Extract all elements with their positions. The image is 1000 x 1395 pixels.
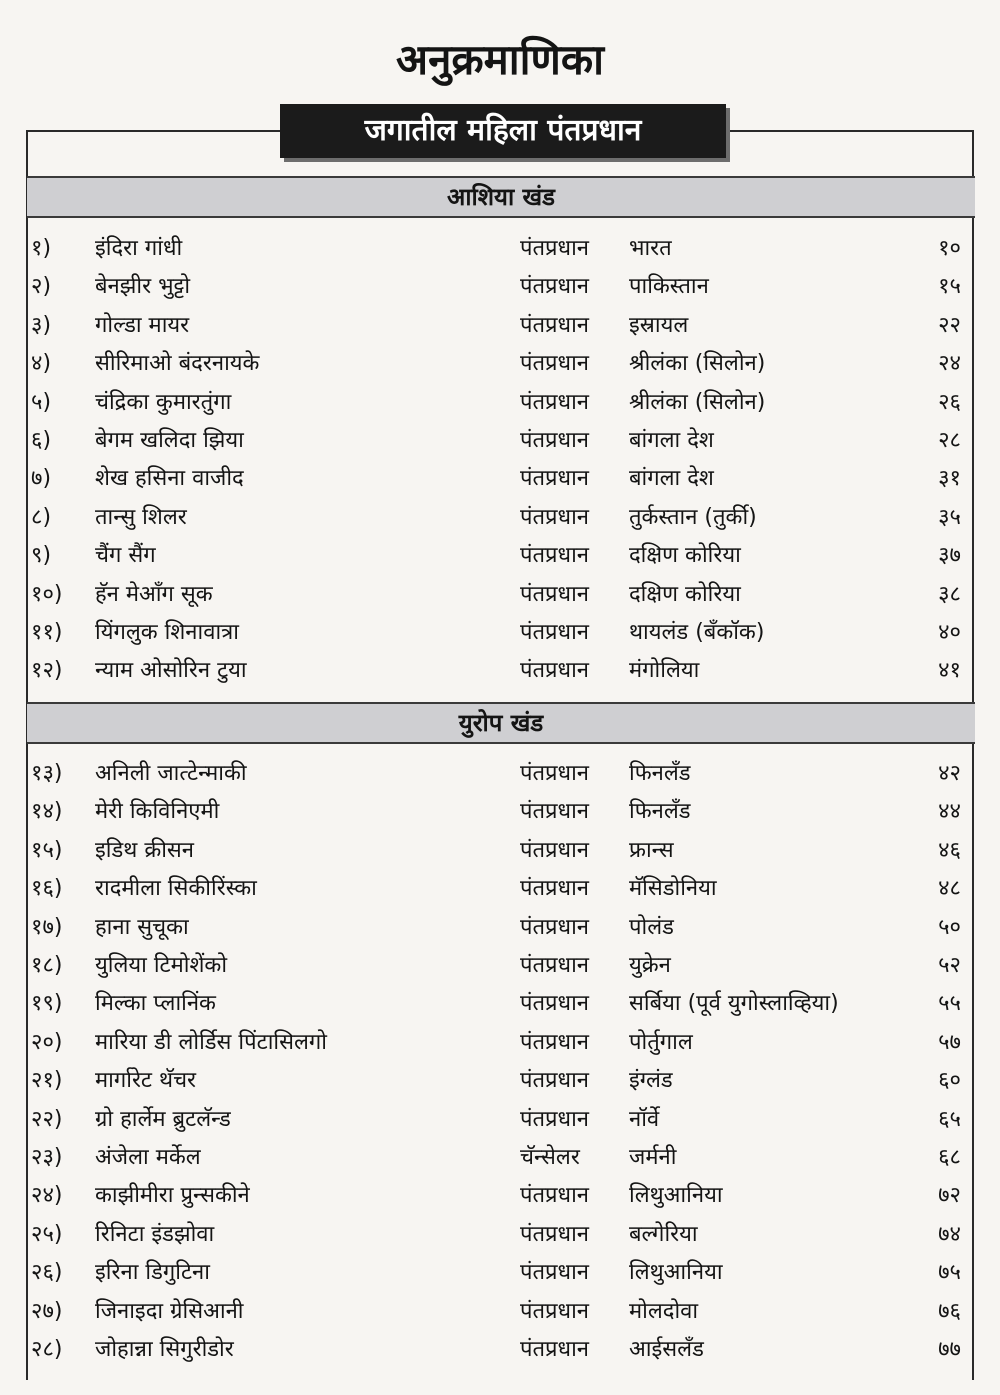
entry-role: पंतप्रधान: [520, 620, 589, 645]
entry-page: ४२: [938, 761, 961, 786]
section-heading-asia: आशिया खंड: [27, 176, 975, 218]
entry-role: पंतप्रधान: [520, 1260, 589, 1286]
entry-number: १९): [31, 991, 63, 1017]
entry-name: बेगम खलिदा झिया: [95, 428, 244, 453]
list-item: [27, 1331, 967, 1369]
entry-number: १५): [31, 837, 63, 863]
section-heading-europe: युरोप खंड: [27, 702, 975, 744]
list-item: [27, 793, 967, 831]
entry-name: मार्गारेट थॅचर: [95, 1068, 197, 1094]
entry-country: सर्बिया (पूर्व युगोस्लाव्हिया): [629, 991, 839, 1017]
entry-country: नॉर्वे: [629, 1106, 660, 1132]
entry-name: मारिया डी लोर्डिस पिंटासिलगो: [95, 1029, 327, 1055]
list-item: [27, 230, 967, 268]
list-item: [27, 460, 967, 498]
list-item: [27, 1177, 967, 1215]
entry-role: पंतप्रधान: [520, 953, 589, 978]
list-item: [27, 652, 967, 690]
entry-country: बांगला देश: [629, 428, 714, 453]
entry-role: पंतप्रधान: [520, 799, 589, 825]
entry-country: थायलंड (बँकॉक): [629, 620, 765, 645]
entry-country: फिनलँड: [629, 761, 691, 786]
entry-country: मंगोलिया: [629, 658, 700, 684]
entry-page: ७५: [938, 1260, 961, 1286]
entry-name: चैंग सैंग: [95, 543, 156, 569]
list-item: [27, 268, 967, 306]
list-item: [27, 422, 967, 460]
entry-name: इरिना डिगुटिना: [95, 1260, 210, 1286]
entry-name: काझीमीरा प्रुन्सकीने: [95, 1183, 250, 1209]
entry-number: १३): [31, 761, 63, 786]
entry-page: ५०: [938, 914, 961, 940]
entry-role: पंतप्रधान: [520, 351, 589, 377]
entry-name: गोल्डा मायर: [95, 312, 190, 338]
entry-number: ३): [31, 312, 52, 338]
entry-role: पंतप्रधान: [520, 504, 589, 530]
entry-name: हाना सुचूका: [95, 914, 189, 940]
list-item: [27, 576, 967, 614]
entry-country: पोलंड: [629, 914, 674, 940]
entry-country: बल्गेरिया: [629, 1221, 698, 1247]
entry-role: पंतप्रधान: [520, 274, 589, 300]
entry-role: पंतप्रधान: [520, 1298, 589, 1324]
entry-number: ११): [31, 620, 63, 645]
entry-number: १८): [31, 953, 63, 978]
entry-number: २६): [31, 1260, 63, 1286]
entry-country: मोलदोवा: [629, 1298, 699, 1324]
list-item: [27, 499, 967, 537]
entry-page: ३५: [938, 504, 961, 530]
entry-page: ४६: [938, 837, 961, 863]
entry-role: पंतप्रधान: [520, 543, 589, 569]
entry-country: पाकिस्तान: [629, 274, 709, 300]
entry-country: श्रीलंका (सिलोन): [629, 389, 766, 415]
entry-name: ग्रो हार्लेम ब्रुटलॅन्ड: [95, 1106, 231, 1132]
entry-role: पंतप्रधान: [520, 389, 589, 415]
entry-role: पंतप्रधान: [520, 761, 589, 786]
entry-name: मिल्का प्लानिंक: [95, 991, 216, 1017]
entry-role: पंतप्रधान: [520, 466, 589, 492]
entry-name: हॅन मेआँग सूक: [95, 581, 213, 607]
entry-role: पंतप्रधान: [520, 1029, 589, 1055]
entry-page: ५२: [938, 953, 961, 978]
entry-page: ४०: [938, 620, 961, 645]
entry-role: पंतप्रधान: [520, 1221, 589, 1247]
entry-country: लिथुआनिया: [629, 1260, 723, 1286]
list-item: [27, 1024, 967, 1062]
entry-page: १५: [938, 274, 961, 300]
list-item: [27, 985, 967, 1023]
list-item: [27, 537, 967, 575]
entry-role: पंतप्रधान: [520, 991, 589, 1017]
entry-role: पंतप्रधान: [520, 658, 589, 684]
entry-name: इडिथ क्रीसन: [95, 837, 194, 863]
entry-number: २५): [31, 1221, 63, 1247]
entry-number: २१): [31, 1068, 63, 1094]
list-item: [27, 832, 967, 870]
list-item: [27, 1254, 967, 1292]
entry-name: मेरी किविनिएमी: [95, 799, 220, 825]
list-item: [27, 1293, 967, 1331]
entry-country: युक्रेन: [629, 953, 671, 978]
entry-country: तुर्कस्तान (तुर्की): [629, 504, 757, 530]
list-item: [27, 384, 967, 422]
entry-name: शेख हसिना वाजीद: [95, 466, 244, 492]
entry-number: १६): [31, 876, 63, 902]
entry-country: मॅसिडोनिया: [629, 876, 717, 902]
entry-country: भारत: [629, 236, 672, 261]
list-item: [27, 1139, 967, 1177]
entry-page: ७७: [938, 1337, 961, 1362]
entry-role: पंतप्रधान: [520, 236, 589, 261]
list-item: [27, 345, 967, 383]
entry-number: १०): [31, 581, 63, 607]
entry-name: जिनाइदा ग्रेसिआनी: [95, 1298, 244, 1324]
entry-name: न्याम ओसोरिन टुया: [95, 658, 247, 684]
list-item: [27, 755, 967, 793]
entry-country: इस्रायल: [629, 312, 689, 338]
entry-name: इंदिरा गांधी: [95, 236, 183, 261]
entry-name: रिनिटा इंडझोवा: [95, 1221, 215, 1247]
entry-page: ५५: [938, 991, 961, 1017]
entry-country: आईसलँड: [629, 1337, 704, 1362]
entry-page: ३८: [938, 581, 961, 607]
entry-number: २०): [31, 1029, 63, 1055]
page-title: अनुक्रमाणिका: [395, 35, 605, 84]
entry-page: ७४: [938, 1221, 961, 1247]
list-item: [27, 614, 967, 652]
entry-role: पंतप्रधान: [520, 837, 589, 863]
entry-page: ६५: [938, 1106, 961, 1132]
entry-page: ४४: [938, 799, 961, 825]
entry-name: बेनझीर भुट्टो: [95, 274, 191, 300]
entry-number: २२): [31, 1106, 63, 1132]
entry-country: दक्षिण कोरिया: [629, 543, 741, 569]
entry-page: ४८: [938, 876, 961, 902]
entry-number: १७): [31, 914, 63, 940]
entry-country: पोर्तुगाल: [629, 1029, 693, 1055]
entry-page: ३१: [938, 466, 961, 492]
entry-name: रादमीला सिकीरिंस्का: [95, 876, 257, 902]
entry-role: पंतप्रधान: [520, 1183, 589, 1209]
entry-number: ४): [31, 351, 52, 377]
entry-name: सीरिमाओ बंदरनायके: [95, 351, 260, 377]
entry-country: बांगला देश: [629, 466, 714, 492]
entry-number: ८): [31, 504, 52, 530]
entry-page: ७२: [938, 1183, 961, 1209]
entry-page: ६८: [938, 1145, 961, 1170]
entry-name: अंजेला मर्केल: [95, 1145, 201, 1170]
entry-page: २८: [938, 428, 961, 453]
list-item: [27, 307, 967, 345]
entry-name: युलिया टिमोशेंको: [95, 953, 228, 978]
entry-number: १२): [31, 658, 63, 684]
entry-number: २३): [31, 1145, 63, 1170]
entry-page: ७६: [938, 1298, 961, 1324]
entry-role: पंतप्रधान: [520, 581, 589, 607]
entry-country: फ्रान्स: [629, 837, 674, 863]
entry-role: पंतप्रधान: [520, 914, 589, 940]
entry-role: पंतप्रधान: [520, 1106, 589, 1132]
entry-role: पंतप्रधान: [520, 428, 589, 453]
list-item: [27, 1101, 967, 1139]
subtitle-banner: जगातील महिला पंतप्रधान: [280, 104, 726, 158]
entry-country: जर्मनी: [629, 1145, 677, 1170]
entry-country: इंग्लंड: [629, 1068, 673, 1094]
entry-role: चॅन्सेलर: [520, 1145, 580, 1170]
entry-number: ९): [31, 543, 52, 569]
entry-country: फिनलँड: [629, 799, 691, 825]
entry-number: १): [31, 236, 52, 261]
entry-number: २७): [31, 1298, 63, 1324]
entry-page: ४१: [938, 658, 961, 684]
entry-page: १०: [938, 236, 961, 261]
list-item: [27, 909, 967, 947]
entry-number: ५): [31, 389, 52, 415]
entry-country: लिथुआनिया: [629, 1183, 723, 1209]
entry-role: पंतप्रधान: [520, 1337, 589, 1362]
entry-name: अनिली जात्टेन्माकी: [95, 761, 247, 786]
list-item: [27, 870, 967, 908]
list-item: [27, 947, 967, 985]
entry-name: जोहान्ना सिगुरीडोर: [95, 1337, 234, 1362]
entry-page: ३७: [938, 543, 961, 569]
entry-number: १४): [31, 799, 63, 825]
entry-page: २६: [938, 389, 961, 415]
list-item: [27, 1062, 967, 1100]
entry-page: ६०: [938, 1068, 961, 1094]
entry-page: ५७: [938, 1029, 961, 1055]
entry-country: दक्षिण कोरिया: [629, 581, 741, 607]
entry-number: २): [31, 274, 52, 300]
entry-number: ६): [31, 428, 52, 453]
entry-page: २४: [938, 351, 961, 377]
list-item: [27, 1216, 967, 1254]
entry-role: पंतप्रधान: [520, 1068, 589, 1094]
entry-number: ७): [31, 466, 52, 492]
entry-role: पंतप्रधान: [520, 876, 589, 902]
entry-number: २८): [31, 1337, 63, 1362]
entry-name: तान्सु शिलर: [95, 504, 187, 530]
entry-role: पंतप्रधान: [520, 312, 589, 338]
entry-country: श्रीलंका (सिलोन): [629, 351, 766, 377]
entry-name: चंद्रिका कुमारतुंगा: [95, 389, 232, 415]
entry-name: यिंगलुक शिनावात्रा: [95, 620, 239, 645]
entry-page: २२: [938, 312, 961, 338]
entry-number: २४): [31, 1183, 63, 1209]
